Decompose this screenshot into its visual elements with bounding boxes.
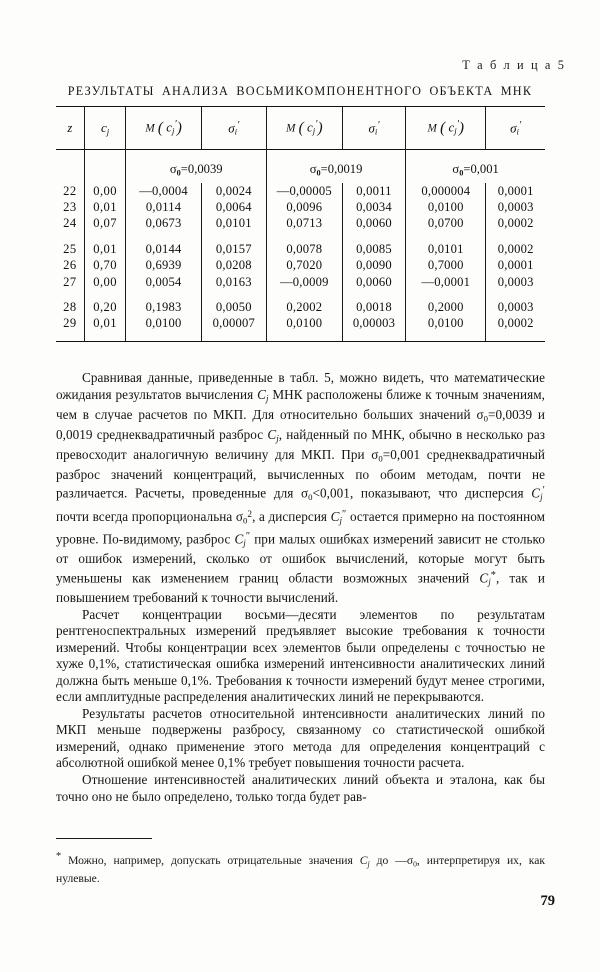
footnote-math-sigma: σ — [406, 854, 414, 868]
cell-s3: 0,0002 — [486, 241, 545, 257]
spacer — [126, 290, 201, 299]
footnote-math-cj-sub: j — [367, 859, 370, 869]
spacer — [201, 332, 266, 342]
cell-s1: 0,0208 — [201, 258, 266, 274]
p1-part-a: Сравнивая данные, приведенные в табл. 5, можно видеть, что математические ожидания результатов вычисления — [56, 370, 545, 402]
footnote-math-sigma-sub: 0 — [413, 859, 417, 869]
math-cj-4-sup: ″ — [342, 508, 347, 520]
results-table-wrapper — [56, 106, 545, 342]
footnote-block — [56, 849, 545, 886]
table-title: РЕЗУЛЬТАТЫ АНАЛИЗА ВОСЬМИКОМПОНЕНТНОГО ОБЪЕКТА МНК — [67, 84, 533, 98]
cell-cj: 0,70 — [84, 258, 126, 274]
spacer — [56, 290, 84, 299]
paragraph-1 — [56, 370, 545, 607]
cell-m1: —0,0004 — [126, 183, 201, 199]
cell-s2: 0,0034 — [342, 199, 405, 215]
cell-s1: 0,0157 — [201, 241, 266, 257]
cell-s2: 0,0018 — [342, 299, 405, 315]
cell-z: 22 — [63, 183, 77, 198]
header-cell-sigma-3: $\sigma_i'$ — [486, 107, 545, 150]
cell-z: 26 — [63, 258, 77, 273]
math-sigma0-sq: σ — [235, 508, 244, 524]
table-row — [56, 241, 545, 257]
math-sigma0-a: σ — [476, 406, 484, 422]
math-sigma0-sq-sub: 0 — [243, 515, 248, 526]
spacer — [342, 232, 405, 241]
math-sigma0-a-sub: 0 — [483, 413, 489, 424]
cell-m2: 0,7020 — [266, 258, 342, 274]
cell-s2: 0,0090 — [342, 258, 405, 274]
cell-m2: 0,0096 — [266, 199, 342, 215]
cell-s2: 0,0011 — [342, 183, 405, 199]
cell-z: 29 — [63, 316, 77, 331]
spacer — [266, 290, 342, 299]
group-value-1: 0,0039 — [187, 161, 223, 176]
cell-m1: 0,6939 — [126, 258, 201, 274]
table-header-row — [56, 107, 545, 150]
p1-part-f: <0,001, показывают, что дисперсия — [312, 485, 532, 501]
table-group-header-row — [56, 150, 545, 184]
group-header-sigma0-3: $\sigma_0=0,001$ — [406, 150, 545, 184]
spacer — [406, 232, 486, 241]
cell-m2: 0,0713 — [266, 216, 342, 232]
paragraph-4: Отношение интенсивностей аналитических линий объекта и эталона, как бы точно оно не было определено, только тогда будет рав- — [56, 772, 545, 804]
cell-m2: 0,0100 — [266, 316, 342, 332]
math-sigma0-c-sub: 0 — [308, 491, 313, 502]
math-cj-3: C — [531, 485, 541, 501]
header-cell-sigma-2: $\sigma_i'$ — [342, 107, 405, 150]
body-text-column — [56, 370, 545, 805]
p1-part-d: , найденный по МНК, обычно в несколько раз превосходит аналогичную величину для МКП. При — [56, 426, 545, 462]
cell-s2: 0,0060 — [342, 216, 405, 232]
cell-z: 23 — [63, 200, 77, 215]
row-group-spacer — [56, 290, 545, 299]
cell-m1: 0,0114 — [126, 199, 201, 215]
header-cell-sigma-1: $\sigma_i'$ — [201, 107, 266, 150]
cell-m3: 0,0100 — [406, 316, 486, 332]
cell-cj: 0,01 — [84, 316, 126, 332]
spacer — [406, 290, 486, 299]
spacer — [266, 332, 342, 342]
math-cj-1-sub: j — [265, 393, 269, 404]
spacer — [201, 290, 266, 299]
spacer — [266, 232, 342, 241]
spacer — [486, 290, 545, 299]
group-header-sigma0-1: $\sigma_0=0,0039$ — [126, 150, 266, 184]
table-row — [56, 183, 545, 199]
math-cj-2: C — [267, 426, 277, 442]
header-cell-expectation-1: M ( $c_j'$) — [126, 107, 201, 150]
spacer — [126, 232, 201, 241]
cell-m3: 0,2000 — [406, 299, 486, 315]
cell-m3: 0,0700 — [406, 216, 486, 232]
results-table — [56, 106, 545, 342]
cell-s1: 0,0064 — [201, 199, 266, 215]
math-cj-5: C — [234, 531, 244, 547]
math-sigma0-b-sub: 0 — [378, 453, 383, 464]
p1-part-k: , так и повышением требований к точности вычислений. — [56, 569, 545, 605]
math-cj-4: C — [330, 508, 340, 524]
table-row — [56, 274, 545, 290]
cell-cj: 0,00 — [84, 183, 126, 199]
spacer — [342, 332, 405, 342]
math-sigma0-sq-sup: 2 — [247, 508, 253, 519]
math-cj-4-sub: j — [339, 515, 343, 526]
math-cj-6: C — [479, 569, 489, 585]
math-cj-5-sup: ″ — [245, 530, 251, 542]
cell-cj: 0,00 — [84, 274, 126, 290]
page-number: 79 — [540, 893, 555, 909]
cell-m3: 0,0101 — [406, 241, 486, 257]
cell-m3: —0,0001 — [406, 274, 486, 290]
cell-m2: 0,0078 — [266, 241, 342, 257]
header-cell-expectation-2: M ( $c_j'$) — [266, 107, 342, 150]
footnote-marker: * — [56, 851, 62, 862]
table-row — [56, 216, 545, 232]
cell-m3: 0,7000 — [406, 258, 486, 274]
cell-m1: 0,1983 — [126, 299, 201, 315]
header-cell-z: z — [56, 107, 84, 150]
row-group-spacer — [56, 232, 545, 241]
cell-s3: 0,0001 — [486, 183, 545, 199]
spacer — [56, 332, 84, 342]
footnote-part-c: , интерпретируя их, как нулевые. — [56, 854, 545, 886]
cell-s3: 0,0003 — [486, 299, 545, 315]
cell-s1: 0,0024 — [201, 183, 266, 199]
cell-m2: —0,00005 — [266, 183, 342, 199]
math-sigma0-c: σ — [300, 485, 309, 501]
cell-m3: 0,000004 — [406, 183, 486, 199]
paragraph-3: Результаты расчетов относительной интенсивности аналитических линий по МКП меньше подвержены разбросу, связанному со статистической ошибкой измерений, однако применение этого метода для определения концентраций с абсолютной ошибкой менее 0,1% требует повышения точности расчета. — [56, 705, 545, 771]
p1-part-j: при малых ошибках измерений зависит не столько от ошибок измерений, сколько от ошибок вычислений, которые могут быть уменьшены как изменением границ области возможных значений — [56, 531, 545, 585]
cell-s1: 0,0050 — [201, 299, 266, 315]
paragraph-2: Расчет концентрации восьми—десяти элементов по результатам рентгеноспектральных измерений предъявляет высокие требования к точности измерений. Чтобы концентрации всех элементов были определены с точностью не хуже 0,1%, статистическая ошибка измерений интенсивности аналитических линий должна быть меньше 0,1%. Требования к точности измерений будут менее строгими, если амплитудные распределения аналитических линий не перекрываются. — [56, 606, 545, 705]
spacer — [201, 232, 266, 241]
footnote-text — [56, 849, 545, 886]
cell-z: 27 — [63, 274, 77, 289]
footnote-part-a: Можно, например, допускать отрицательные значения — [61, 854, 360, 868]
spacer — [486, 232, 545, 241]
cell-m1: 0,0673 — [126, 216, 201, 232]
group-spacer-cj — [84, 150, 126, 184]
footnote-separator-rule — [56, 838, 152, 839]
table-bottom-rule-row — [56, 332, 545, 342]
cell-z: 28 — [63, 300, 77, 315]
table-number-label: Т а б л и ц а 5 — [462, 58, 566, 72]
p1-part-c: =0,0039 и 0,0019 среднеквадратичный разброс — [56, 406, 545, 442]
table-caption-block — [0, 58, 600, 99]
spacer — [126, 332, 201, 342]
math-cj-6-sup: * — [490, 569, 496, 581]
cell-m3: 0,0100 — [406, 199, 486, 215]
table-row — [56, 299, 545, 315]
table-row — [56, 199, 545, 215]
spacer — [406, 332, 486, 342]
cell-m1: 0,0100 — [126, 316, 201, 332]
table-row — [56, 258, 545, 274]
spacer — [84, 232, 126, 241]
p1-part-i: остается примерно на постоянном уровне. По-видимому, разброс — [56, 508, 546, 547]
p1-part-h: , а дисперсия — [252, 508, 331, 524]
header-cell-expectation-3: M ( $c_j'$) — [406, 107, 486, 150]
footnote-part-b: до — — [369, 854, 407, 868]
cell-s3: 0,0003 — [486, 274, 545, 290]
math-cj-5-sub: j — [243, 537, 246, 548]
cell-s2: 0,0060 — [342, 274, 405, 290]
table-row — [56, 316, 545, 332]
spacer — [486, 332, 545, 342]
spacer — [56, 232, 84, 241]
group-header-sigma0-2: $\sigma_0=0,0019$ — [266, 150, 405, 184]
cell-cj: 0,01 — [84, 199, 126, 215]
cell-s2: 0,0085 — [342, 241, 405, 257]
cell-s3: 0,0003 — [486, 199, 545, 215]
math-cj-1: C — [257, 386, 266, 402]
cell-cj: 0,01 — [84, 241, 126, 257]
cell-s3: 0,0002 — [486, 316, 545, 332]
spacer — [84, 290, 126, 299]
math-cj-6-sub: j — [488, 576, 491, 587]
cell-s1: 0,0163 — [201, 274, 266, 290]
group-spacer-z — [56, 150, 84, 184]
math-cj-3-sup: ′ — [542, 485, 545, 497]
spacer — [342, 290, 405, 299]
cell-s3: 0,0002 — [486, 216, 545, 232]
cell-z: 25 — [63, 241, 77, 256]
p1-part-e: =0,001 среднеквадратичный разброс значений концентраций, вычисленных по обоим методам, почти не различается. Расчеты, проведенные для — [56, 446, 545, 501]
cell-s1: 0,0101 — [201, 216, 266, 232]
cell-z: 24 — [63, 216, 77, 231]
group-value-3: 0,001 — [470, 161, 499, 176]
spacer — [84, 332, 126, 342]
cell-m1: 0,0054 — [126, 274, 201, 290]
cell-cj: 0,07 — [84, 216, 126, 232]
cell-cj: 0,20 — [84, 299, 126, 315]
p1-part-b: МНК расположены ближе к точным значениям, чем в случае расчетов по МКП. Для относительно больших значений — [56, 386, 545, 422]
cell-m2: —0,0009 — [266, 274, 342, 290]
group-value-2: 0,0019 — [327, 161, 363, 176]
cell-m2: 0,2002 — [266, 299, 342, 315]
math-cj-2-sub: j — [276, 433, 279, 444]
cell-m1: 0,0144 — [126, 241, 201, 257]
cell-s1: 0,00007 — [201, 316, 266, 332]
cell-s2: 0,00003 — [342, 316, 405, 332]
p1-part-g: почти всегда пропорциональна — [56, 508, 236, 524]
footnote-math-cj: C — [359, 854, 368, 868]
cell-s3: 0,0001 — [486, 258, 545, 274]
header-cell-cj: $c_j$ — [84, 107, 126, 150]
math-sigma0-b: σ — [371, 446, 379, 462]
math-cj-3-sub: j — [540, 491, 543, 502]
